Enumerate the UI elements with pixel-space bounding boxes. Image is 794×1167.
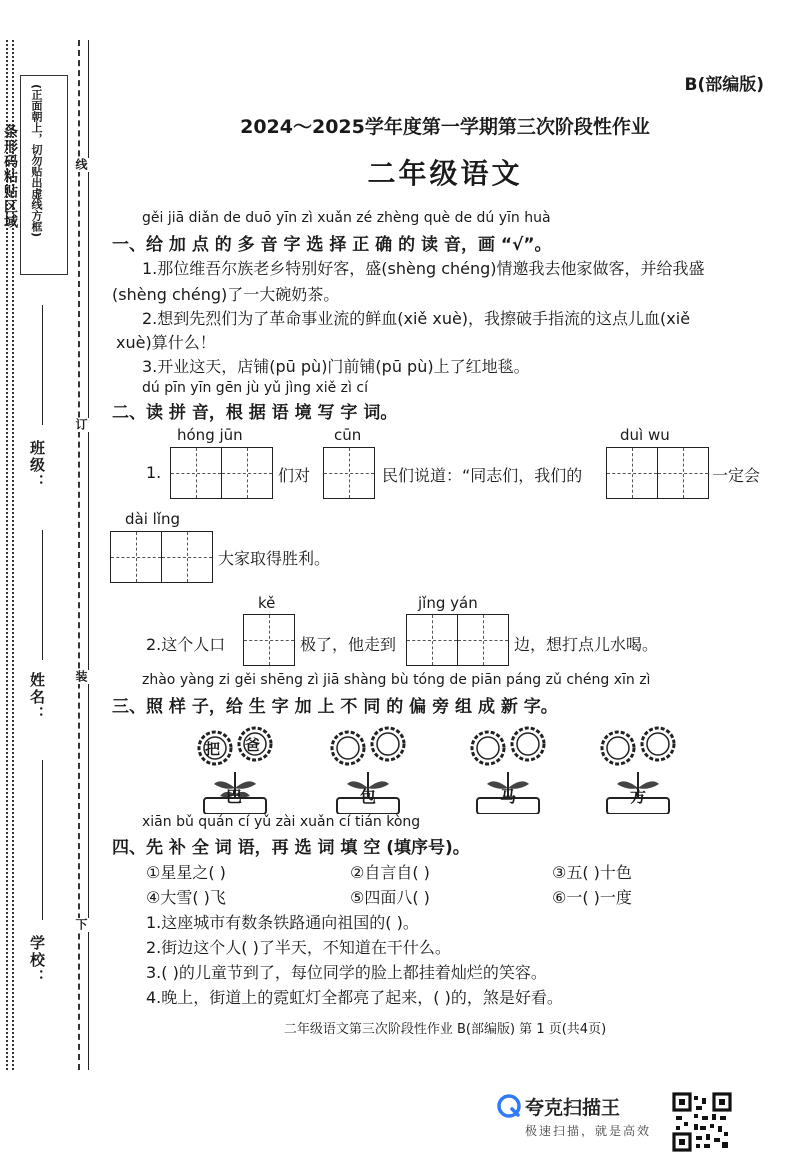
section3-pinyin: zhào yàng zi gěi shēng zì jiā shàng bù tóng de piān páng zǔ chéng xīn zì — [142, 672, 651, 688]
section2-pinyin: dú pīn yīn gēn jù yǔ jìng xiě zì cí — [142, 380, 368, 396]
section1-q1-line1: 1.那位维吾尔族老乡特别好客，盛(shèng chéng)情邀我去他家做客，并给我盛 — [142, 259, 705, 278]
pot-char-4: 方 — [630, 787, 647, 806]
section2-heading: 二、读 拼 音，根 据 语 境 写 字 词。 — [112, 403, 398, 423]
pot-char-2: 包 — [360, 787, 377, 806]
answer-grid-ke[interactable] — [243, 614, 295, 666]
grid-cell[interactable] — [324, 448, 374, 498]
school-label: 学校： — [28, 935, 46, 986]
example-char-1: 把 — [205, 740, 221, 758]
pot-char-3: 马 — [500, 787, 517, 806]
section4-heading: 四、先 补 全 词 语，再 选 词 填 空 (填序号)。 — [112, 838, 470, 858]
cut-mark-bottom: 下 — [74, 918, 88, 932]
option-2: ②自言自( ) — [350, 863, 430, 882]
option-4: ④大雪( )飞 — [146, 888, 226, 907]
answer-grid-hongjun[interactable] — [170, 447, 273, 499]
qr-code-icon — [672, 1092, 732, 1152]
cut-mark-staple: 订 — [74, 418, 88, 432]
scanner-logo-icon — [497, 1094, 521, 1118]
section4-pinyin: xiān bǔ quán cí yǔ zài xuǎn cí tián kòng — [142, 814, 421, 830]
section2-q1-number: 1. — [146, 463, 162, 482]
grid-cell[interactable] — [162, 532, 212, 582]
cut-mark-bind: 装 — [74, 670, 88, 684]
answer-grid-dailing[interactable] — [110, 531, 213, 583]
class-field-line — [42, 305, 43, 425]
section2-q1-text4: 大家取得胜利。 — [218, 549, 331, 568]
fill-sentence-4: 4.晚上，街道上的霓虹灯全都亮了起来，( )的，煞是好看。 — [146, 988, 563, 1007]
scanner-brand: 夸克扫描王 — [525, 1097, 621, 1119]
section2-q1-text3: 一定会 — [712, 466, 761, 485]
grid-cell[interactable] — [111, 532, 162, 582]
answer-grid-cun[interactable] — [323, 447, 375, 499]
pinyin-ke: kě — [258, 594, 276, 612]
exam-title: 二年级语文 — [367, 157, 523, 190]
section1-q2-line1: 2.想到先烈们为了革命事业流的鲜血(xiě xuè)，我擦破手指流的这点儿血(xiě — [142, 309, 691, 328]
pinyin-cun: cūn — [334, 426, 362, 444]
grid-cell[interactable] — [407, 615, 458, 665]
option-3: ③五( )十色 — [552, 863, 632, 882]
section1-q3: 3.开业这天，店铺(pū pù)门前铺(pū pù)上了红地毯。 — [142, 357, 530, 376]
section1-q1-line2: (shèng chéng)了一大碗奶茶。 — [112, 285, 340, 304]
fill-sentence-3: 3.( )的儿童节到了，每位同学的脸上都挂着灿烂的笑容。 — [146, 963, 547, 982]
edition-label: B(部编版) — [684, 75, 764, 95]
exam-subtitle: 2024～2025学年度第一学期第三次阶段性作业 — [240, 116, 650, 138]
pinyin-dailing: dài lǐng — [125, 510, 181, 528]
grid-cell[interactable] — [607, 448, 658, 498]
fill-sentence-1: 1.这座城市有数条铁路通向祖国的( )。 — [146, 913, 419, 932]
grid-cell[interactable] — [658, 448, 708, 498]
section2-q2-text2: 极了，他走到 — [300, 635, 397, 654]
section1-pinyin: gěi jiā diǎn de duō yīn zì xuǎn zé zhèng què de dú yīn huà — [142, 210, 551, 226]
section1-heading: 一、给 加 点 的 多 音 字 选 择 正 确 的 读 音，画 “√”。 — [112, 235, 552, 255]
pinyin-hongjun: hóng jūn — [177, 426, 243, 444]
name-field-line — [42, 530, 43, 660]
option-6: ⑥一( )一度 — [552, 888, 632, 907]
section1-q2-line2: xuè)算什么！ — [116, 333, 216, 352]
option-1: ①星星之( ) — [146, 863, 226, 882]
barcode-note: (正面朝上，切勿贴出虚线方框) — [30, 84, 43, 238]
school-field-line — [42, 760, 43, 920]
grid-cell[interactable] — [244, 615, 294, 665]
grid-cell[interactable] — [171, 448, 222, 498]
section2-q1-text1: 们对 — [278, 466, 311, 485]
barcode-area-label: 条形码粘贴区域 — [2, 124, 18, 229]
binding-margin — [0, 0, 96, 1080]
scanner-slogan: 极速扫描，就是高效 — [525, 1124, 652, 1138]
grid-cell[interactable] — [458, 615, 508, 665]
grid-cell[interactable] — [222, 448, 272, 498]
cut-mark-line: 线 — [74, 158, 88, 172]
pinyin-jingyan: jǐng yán — [418, 594, 478, 612]
class-label: 班级： — [28, 440, 46, 491]
option-5: ⑤四面八( ) — [350, 888, 430, 907]
answer-grid-jingyan[interactable] — [406, 614, 509, 666]
example-char-2: 爸 — [245, 736, 261, 754]
section3-heading: 三、照 样 子，给 生 字 加 上 不 同 的 偏 旁 组 成 新 字。 — [112, 697, 558, 717]
name-label: 姓名： — [28, 672, 46, 723]
pinyin-duiwu: duì wu — [620, 426, 670, 444]
cut-line-dashed — [78, 40, 80, 1070]
answer-grid-duiwu[interactable] — [606, 447, 709, 499]
section2-q2-text3: 边，想打点儿水喝。 — [514, 635, 659, 654]
cut-line-solid — [88, 40, 89, 1070]
section2-q1-text2: 民们说道：“同志们，我们的 — [382, 466, 583, 485]
section2-q2-text1: 2.这个人口 — [146, 635, 226, 654]
page-footer: 二年级语文第三次阶段性作业 B(部编版) 第 1 页(共4页) — [283, 1022, 607, 1037]
fill-sentence-2: 2.街边这个人( )了半天，不知道在干什么。 — [146, 938, 451, 957]
pot-char-1: 巴 — [226, 787, 243, 806]
